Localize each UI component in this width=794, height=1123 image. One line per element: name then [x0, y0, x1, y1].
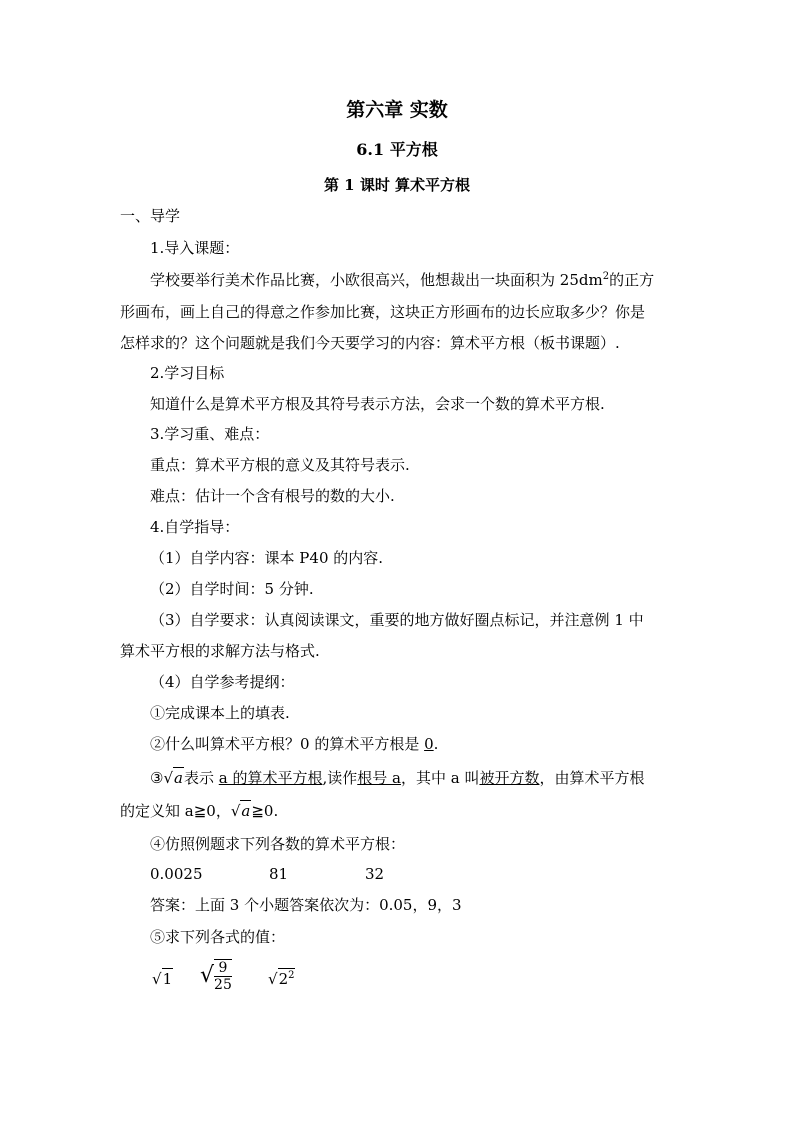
chapter-title: 第六章 实数	[346, 99, 448, 121]
q4-number-2: 81	[269, 865, 289, 883]
selfstudy-requirement-line1: （3）自学要求：认真阅读课文，重要的地方做好圈点标记，并注意例 1 中	[150, 611, 644, 629]
question-3-line2: 的定义知 a≧0，√a≧0.	[120, 802, 279, 820]
expr-sqrt-2-squared: $√2^2$	[268, 970, 295, 988]
heading-guide: 一、导学	[120, 207, 181, 225]
goals-text: 知道什么是算术平方根及其符号表示方法，会求一个数的算术平方根.	[150, 395, 605, 413]
difficulty-text: 难点：估计一个含有根号的数的大小.	[150, 487, 395, 505]
q4-number-3: 32	[365, 865, 385, 883]
question-1: ①完成课本上的填表.	[150, 704, 290, 722]
question-4: ④仿照例题求下列各数的算术平方根：	[150, 835, 406, 853]
goals-label: 2.学习目标	[150, 364, 225, 382]
expr-sqrt-9-over-25: √ $\frac{9}{25}$	[200, 960, 232, 993]
selfstudy-outline-label: （4）自学参考提纲：	[150, 673, 295, 691]
expr-sqrt-1: √1	[152, 970, 173, 988]
question-5: ⑤求下列各式的值：	[150, 928, 286, 946]
intro-paragraph-line3: 怎样求的？这个问题就是我们今天要学习的内容：算术平方根（板书课题）.	[120, 334, 620, 352]
question-3-line1: ③√a表示 a 的算术平方根,读作根号 a，其中 a 叫被开方数，由算术平方根	[150, 769, 645, 787]
keypoints-label: 3.学习重、难点：	[150, 425, 270, 443]
q4-number-1: 0.0025	[150, 865, 203, 883]
section-title: 6.1 平方根	[356, 140, 438, 159]
intro-label: 1.导入课题：	[150, 239, 240, 257]
sqrt-a-symbol-2: √a	[230, 802, 251, 820]
selfstudy-time: （2）自学时间：5 分钟.	[150, 580, 314, 598]
answer-zero: 0	[424, 735, 434, 753]
intro-paragraph-line1: 学校要举行美术作品比赛，小欧很高兴，他想裁出一块面积为 $25dm^2$的正方	[150, 271, 655, 289]
selfstudy-label: 4.自学指导：	[150, 518, 240, 536]
q4-answer: 答案：上面 3 个小题答案依次为：0.05，9，3	[150, 896, 462, 914]
sqrt-a-symbol: √a	[163, 769, 183, 787]
keypoint-text: 重点：算术平方根的意义及其符号表示.	[150, 456, 410, 474]
selfstudy-requirement-line2: 算术平方根的求解方法与格式.	[120, 642, 320, 660]
selfstudy-content: （1）自学内容：课本 P40 的内容.	[150, 549, 384, 567]
lesson-title: 第 1 课时 算术平方根	[323, 176, 471, 194]
intro-paragraph-line2: 形画布，画上自己的得意之作参加比赛，这块正方形画布的边长应取多少？你是	[120, 303, 646, 321]
question-2: ②什么叫算术平方根？0 的算术平方根是 0.	[150, 735, 439, 753]
